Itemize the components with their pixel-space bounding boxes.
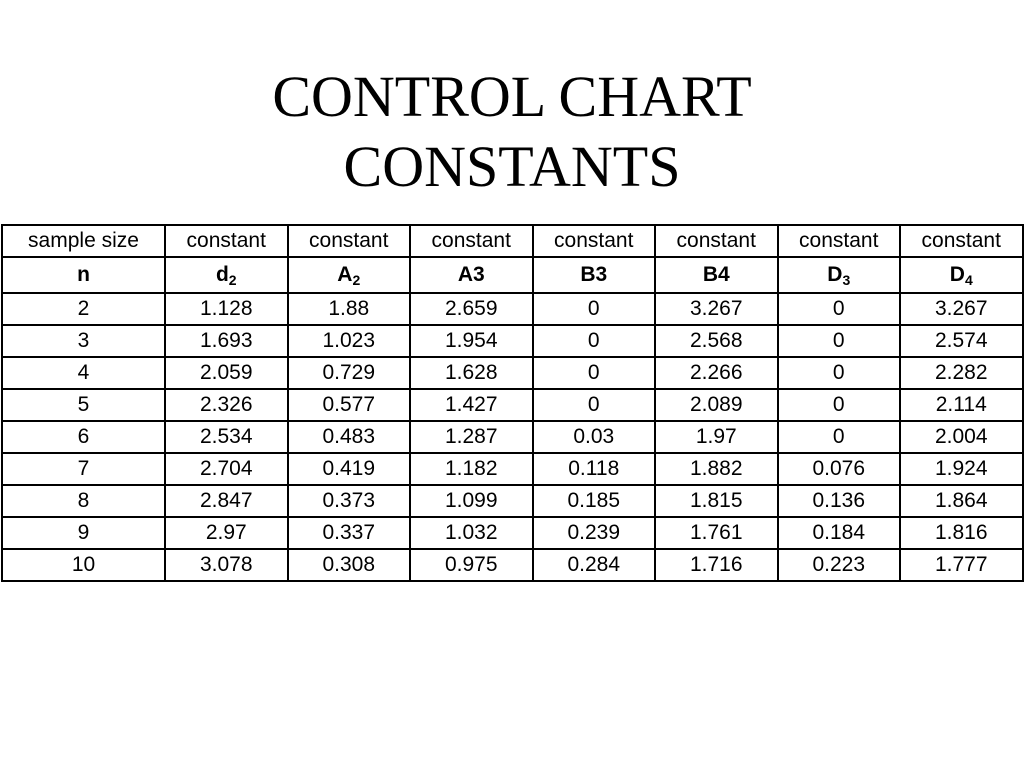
header-cell: constant [778,225,901,257]
constant-value-cell: 1.777 [900,549,1023,581]
constant-value-cell: 0.185 [533,485,656,517]
sample-size-cell: 6 [2,421,165,453]
symbol-cell [165,257,288,293]
header-cell: constant [165,225,288,257]
constant-value-cell: 0.076 [778,453,901,485]
header-row [2,225,1023,257]
symbol-base: A3 [457,263,485,286]
header-cell: constant [410,225,533,257]
constant-value-cell: 3.267 [900,293,1023,325]
constant-value-cell: 1.693 [165,325,288,357]
constant-value-cell: 1.815 [655,485,778,517]
table-row [2,357,1023,389]
symbol-subscript: 2 [352,272,361,288]
constant-value-cell: 2.847 [165,485,288,517]
constant-value-cell: 0 [533,357,656,389]
constant-value-cell: 2.059 [165,357,288,389]
constant-value-cell: 1.032 [410,517,533,549]
constant-value-cell: 0.118 [533,453,656,485]
constant-value-cell: 2.534 [165,421,288,453]
constant-value-cell: 1.628 [410,357,533,389]
slide-title-line-2: CONSTANTS [343,134,681,199]
constant-value-cell: 2.326 [165,389,288,421]
constant-value-cell: 2.97 [165,517,288,549]
constant-value-cell: 0 [778,325,901,357]
symbol-base: A [337,263,353,286]
constant-value-cell: 2.574 [900,325,1023,357]
sample-size-cell: 9 [2,517,165,549]
header-cell: constant [900,225,1023,257]
constant-value-cell: 2.089 [655,389,778,421]
constant-value-cell: 0.337 [288,517,411,549]
constant-value-cell: 0 [533,293,656,325]
symbol-subscript: 3 [842,272,851,288]
control-chart-constants-table [1,224,1024,582]
symbol-base: B3 [580,263,608,286]
constant-value-cell: 0.419 [288,453,411,485]
constant-value-cell: 3.267 [655,293,778,325]
constant-value-cell: 0.975 [410,549,533,581]
constant-value-cell: 2.659 [410,293,533,325]
constant-value-cell: 1.954 [410,325,533,357]
sample-size-cell: 4 [2,357,165,389]
constant-value-cell: 1.099 [410,485,533,517]
constant-value-cell: 1.287 [410,421,533,453]
slide-title-line-1: CONTROL CHART [272,64,752,129]
constant-value-cell: 1.924 [900,453,1023,485]
table-row [2,485,1023,517]
constant-value-cell: 0.308 [288,549,411,581]
constant-value-cell: 0 [533,325,656,357]
constant-value-cell: 2.266 [655,357,778,389]
constant-value-cell: 1.427 [410,389,533,421]
constant-value-cell: 2.568 [655,325,778,357]
constant-value-cell: 1.716 [655,549,778,581]
constant-value-cell: 0.03 [533,421,656,453]
constant-value-cell: 0 [533,389,656,421]
symbol-cell [410,257,533,293]
table-row [2,453,1023,485]
header-cell: constant [288,225,411,257]
constant-value-cell: 0.239 [533,517,656,549]
symbol-cell [900,257,1023,293]
symbol-cell [655,257,778,293]
constant-value-cell: 0 [778,357,901,389]
constant-value-cell: 1.023 [288,325,411,357]
symbol-base: D [949,263,965,286]
header-cell: constant [533,225,656,257]
constant-value-cell: 3.078 [165,549,288,581]
constant-value-cell: 1.761 [655,517,778,549]
constant-value-cell: 1.182 [410,453,533,485]
constant-value-cell: 0 [778,293,901,325]
constant-value-cell: 1.128 [165,293,288,325]
constant-value-cell: 0.483 [288,421,411,453]
constant-value-cell: 1.864 [900,485,1023,517]
constant-value-cell: 1.882 [655,453,778,485]
symbol-subscript: 4 [964,272,973,288]
symbol-base: D [827,263,843,286]
constant-value-cell: 0.373 [288,485,411,517]
constant-value-cell: 1.816 [900,517,1023,549]
table-row [2,517,1023,549]
sample-size-cell: 2 [2,293,165,325]
constant-value-cell: 0.729 [288,357,411,389]
constant-value-cell: 1.97 [655,421,778,453]
symbol-subscript: 2 [228,272,237,288]
constant-value-cell: 0 [778,421,901,453]
table-row [2,325,1023,357]
constant-value-cell: 0.223 [778,549,901,581]
header-cell: sample size [2,225,165,257]
symbol-base: n [77,263,90,286]
sample-size-cell: 3 [2,325,165,357]
table-row [2,549,1023,581]
constant-value-cell: 2.114 [900,389,1023,421]
symbol-cell [533,257,656,293]
header-cell: constant [655,225,778,257]
sample-size-cell: 7 [2,453,165,485]
symbol-cell [2,257,165,293]
table-row [2,389,1023,421]
table-row [2,293,1023,325]
symbol-base: B4 [702,263,730,286]
constant-value-cell: 0.184 [778,517,901,549]
symbol-row [2,257,1023,293]
slide-title [0,62,1024,202]
sample-size-cell: 10 [2,549,165,581]
constant-value-cell: 0.284 [533,549,656,581]
constant-value-cell: 1.88 [288,293,411,325]
sample-size-cell: 8 [2,485,165,517]
table-body [2,225,1023,581]
constant-value-cell: 0.136 [778,485,901,517]
constant-value-cell: 2.704 [165,453,288,485]
symbol-cell [778,257,901,293]
table-row [2,421,1023,453]
symbol-cell [288,257,411,293]
constant-value-cell: 2.004 [900,421,1023,453]
symbol-base: d [215,263,229,286]
constant-value-cell: 0.577 [288,389,411,421]
constant-value-cell: 0 [778,389,901,421]
constant-value-cell: 2.282 [900,357,1023,389]
sample-size-cell: 5 [2,389,165,421]
